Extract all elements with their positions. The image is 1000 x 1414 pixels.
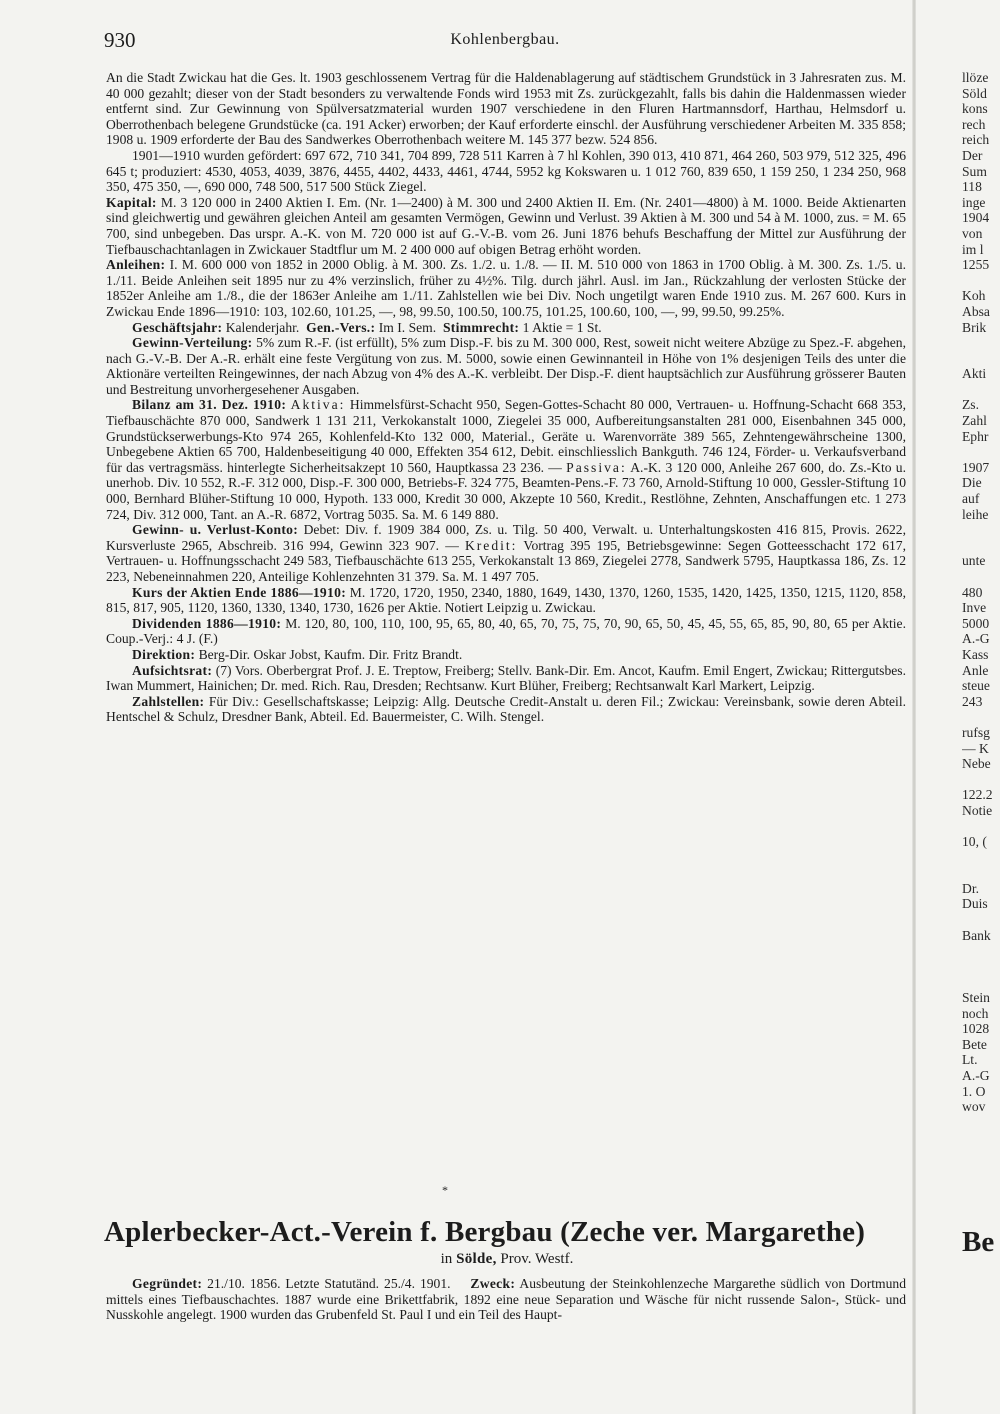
bilanz-paragraph <box>106 397 906 522</box>
margin-fragment <box>962 335 1000 351</box>
margin-fragment: — K <box>962 740 989 756</box>
company-entry-new <box>106 1276 906 1323</box>
adjacent-page-fragments <box>962 70 1000 1414</box>
kapital-text: M. 3 120 000 in 2400 Aktien I. Em. (Nr. 1—2400) à M. 300 und 2400 Aktien II. Em. (Nr. 2401—4800) à M. 1000. Beide Aktienarten sind gleichwertig und gewähren gleichen Anteil am gesamten Vermögen, Gewinn und Verlust. 39 Aktien à M. 300 und 54 à M. 1000, zus. = M. 65 700, sind unbegeben. Das urspr. A.-K. von M. 720 000 ist auf G.-V.-B. vom 26. Juni 1876 behufs Beschaffung der Mittel zur Ausführung der Tiefbauschachtanlagen in Zwickauer Stadtflur um M. 2 400 000 auf obigen Betrag erhöht worden. <box>106 194 906 257</box>
margin-fragment: 1028 <box>962 1021 990 1037</box>
zahlstellen-paragraph <box>106 694 906 725</box>
guv-label: Gewinn- u. Verlust-Konto: <box>132 522 299 538</box>
margin-fragment: 243 <box>962 693 983 709</box>
margin-fragment <box>962 912 1000 928</box>
stimmrecht-text: 1 Aktie = 1 St. <box>522 319 602 335</box>
margin-fragment: Koh <box>962 288 986 304</box>
aufsichtsrat-text: (7) Vors. Oberbergrat Prof. J. E. Treptow, Freiberg; Stellv. Bank-Dir. Em. Ancot, Kaufm. Emil Engert, Zwickau; Rittergutsbes. Iwan Mummert, Hainichen; Dr. med. Rich. Rau, Dresden; Rechtsanw. Kurt Blüher, Freiberg; Rechtsanwalt Karl Markert, Leipzig. <box>106 662 906 694</box>
section-separator-asterisk: * <box>442 1183 448 1197</box>
margin-fragment: von <box>962 225 983 241</box>
margin-fragment <box>962 444 1000 460</box>
margin-fragment <box>962 538 1000 554</box>
margin-fragment: Brik <box>962 319 987 335</box>
location-prefix: in <box>440 1251 453 1267</box>
zahlstellen-text: Für Div.: Gesellschaftskasse; Leipzig: Allg. Deutsche Credit-Anstalt u. deren Fil.; Zwickau: Vereinsbank, sowie deren Abteil. Hentschel & Schulz, Dresdner Bank, Abteil. Ed. Bauermeister, C. Wilh. Stengel. <box>106 693 907 725</box>
company-title: Aplerbecker-Act.-Verein f. Bergbau (Zeche ver. Margarethe) <box>104 1216 866 1248</box>
passiva-text: A.-K. 3 120 000, Anleihe 267 600, do. Zs.-Kto u. unerhob. Div. 10 552, R.-F. 312 000, Disp.-F. 300 000, Betriebs-F. 324 775, Beamten-Pens.-F. 73 760, Arnold-Stiftung 10 000, Gessler-Stiftung 10 000, Bernhard Blüher-Stiftung 10 000, Hypoth. 133 000, Kredit 30 000, Akzepte 10 560, Kredit., Restlöhne, Zehnten, Anschaffungen etc. 1 273 724, Div. 312 000, Tant. an A.-R. 6872, Vortrag 5035. Sa. M. 6 149 880. <box>106 459 906 522</box>
direktion-label: Direktion: <box>132 646 196 662</box>
dividenden-label: Dividenden 1886—1910: <box>132 615 282 631</box>
anleihen-label: Anleihen: <box>106 257 166 273</box>
margin-fragment <box>962 382 1000 398</box>
margin-fragment: Zs. <box>962 397 979 413</box>
margin-fragment: unte <box>962 553 986 569</box>
margin-fragment: Die <box>962 475 982 491</box>
margin-fragment: Ephr <box>962 428 989 444</box>
margin-fragment: inge <box>962 194 986 210</box>
margin-fragment: leihe <box>962 506 989 522</box>
margin-fragment <box>962 273 1000 289</box>
gegruendet-label: Gegründet: <box>132 1276 203 1291</box>
margin-fragment: Sum <box>962 163 987 179</box>
aktiva-text: Himmelsfürst-Schacht 950, Segen-Gottes-Schacht 80 000, Vertrauen- u. Hoffnung-Schacht 668 353, Tiefbauschächte 870 000, Sandwerk 1 131 211, Verkokanstalt 1000, Ziegelei 35 000, Aufbereitungsanstalten 281 000, Eisenbahnen 345 000, Grundstückserwerbungs-Kto 974 265, Kohlenfeld-Kto 132 000, Material., Geräte u. Warenvorräte 389 565, Zehntengewährscheine 1300, Unbegebene Aktien 65 700, Haldenbeseitigung 40 000, Effekten 354 612, Debit. einschliesslich Bankguth. 746 124, Förder- u. Verkaufsverband für das vertragsmäss. hinterlegte Sicherheitsakzept 10 560, Hauptkassa 23 236. — <box>106 397 906 475</box>
gegruendet-text: 21./10. 1856. Letzte Statutänd. 25./4. 1901. <box>207 1276 451 1291</box>
zweck-label: Zweck: <box>470 1276 516 1291</box>
direktion-text: Berg-Dir. Oskar Jobst, Kaufm. Dir. Fritz Brandt. <box>198 646 463 662</box>
margin-fragment <box>962 569 1000 585</box>
margin-fragment <box>962 974 1000 990</box>
margin-fragment <box>962 819 1000 835</box>
margin-fragment: Anle <box>962 662 989 678</box>
margin-fragment <box>962 959 1000 975</box>
aufsichtsrat-paragraph <box>106 663 906 694</box>
company-location <box>104 1251 910 1268</box>
margin-fragment: 10, ( <box>962 834 987 850</box>
binding-gutter <box>912 0 916 1414</box>
gewinn-verteilung-text: 5% zum R.-F. (ist erfüllt), 5% zum Disp.-F. bis zu M. 300 000, Rest, soweit nicht weitere Abzüge zu Spez.-F. abgehen, nach G.-V.-B. Der A.-R. erhält eine feste Vergütung von zus. M. 5000, sowie einen Gewinnanteil in Höhe von 1% desjenigen Teils des unter die Aktionäre verteilten Reingewinnes, der nach Abzug von 4% des A.-K. verbleibt. Der Disp.-F. dient hauptsächlich zur Ausführung grösserer Bauten und Bestreitung unvorhergesehener Ausgaben. <box>106 335 906 397</box>
margin-fragment <box>962 351 1000 367</box>
dividenden-paragraph <box>106 616 906 647</box>
aktiva-label: Aktiva: <box>290 397 346 413</box>
margin-fragment: Akti <box>962 366 987 382</box>
margin-fragment: Dr. <box>962 880 979 896</box>
anleihen-paragraph <box>106 257 906 319</box>
margin-fragment: rufsg <box>962 724 990 740</box>
kredit-text: Vortrag 395 195, Betriebsgewinne: Segen Gotteesschacht 172 617, Vertrauen- u. Hoffnungsschacht 249 583, Tiefbauschächte 613 255, Verkokanstalt 13 869, Ziegelei 2778, Sandwerk 5795, Hauptkassa 186, Zs. 12 223, Nebeneinnahmen 220, Anteilige Kohlenzehnten 31 379. Sa. M. 1 497 705. <box>106 537 906 584</box>
margin-fragment <box>962 522 1000 538</box>
stimmrecht-label: Stimmrecht: <box>442 319 520 335</box>
kapital-paragraph <box>106 195 906 257</box>
kurs-label: Kurs der Aktien Ende 1886—1910: <box>132 584 347 600</box>
margin-fragment: kons <box>962 101 988 117</box>
margin-fragment: 1255 <box>962 257 990 273</box>
margin-fragment <box>962 943 1000 959</box>
kredit-label: Kredit: <box>464 537 518 553</box>
margin-fragment: Lt. <box>962 1052 978 1068</box>
aufsichtsrat-label: Aufsichtsrat: <box>132 662 213 678</box>
dividenden-text: M. 120, 80, 100, 110, 100, 95, 65, 80, 40, 65, 70, 75, 75, 70, 90, 65, 50, 45, 45, 55, 65, 85, 90, 80, 65 per Aktie. Coup.-Verj.: 4 J. (F.) <box>106 615 906 647</box>
margin-fragment: Inve <box>962 600 987 616</box>
page-header <box>104 28 906 58</box>
gj-label: Geschäftsjahr: <box>132 319 223 335</box>
running-title: Kohlenbergbau. <box>450 31 560 48</box>
guv-paragraph <box>106 522 906 584</box>
gv-label: Gen.-Vers.: <box>306 319 376 335</box>
margin-fragment: Bete <box>962 1036 987 1052</box>
margin-fragment: rech <box>962 116 986 132</box>
production-paragraph: 1901—1910 wurden gefördert: 697 672, 710 341, 704 899, 728 511 Karren à 7 hl Kohlen, 390 013, 410 871, 464 260, 503 979, 512 325, 496 645 t; produziert: 4530, 4053, 4039, 3876, 4455, 4402, 4433, 4461, 4744, 5952 kg Kokswaren u. 1 012 760, 839 650, 1 159 250, 1 234 250, 968 350, 475 350, —, 690 000, 748 500, 517 500 Stück Ziegel. <box>106 147 906 195</box>
kurs-paragraph <box>106 585 906 616</box>
margin-fragment: 1904 <box>962 210 990 226</box>
kurs-text: M. 1720, 1720, 1950, 2340, 1880, 1649, 1430, 1370, 1260, 1535, 1420, 1425, 1350, 1215, 1120, 858, 815, 817, 905, 1120, 1360, 1330, 1340, 1730, 1626 per Aktie. Notiert Leipzig u. Zwickau. <box>106 584 906 616</box>
bilanz-label: Bilanz am 31. Dez. 1910: <box>132 397 287 413</box>
anleihen-text: I. M. 600 000 von 1852 in 2000 Oblig. à M. 300. Zs. 1./2. u. 1./8. — II. M. 510 000 von 1863 in 1700 Oblig. à M. 300. Zs. 1./5. u. 1./11. Beide Anleihen seit 1895 nur zu 4% verzinslich, früher zu 4½%. Tilg. durch jährl. Ausl. im Jan., Rückzahlung der verlosten Stücke der 1852er Anleihe am 1./8., die der 1863er Anleihe am 1./11. Zahlstellen wie bei Div. Noch ungetilgt waren Ende 1910 zus. M. 267 600. Kurs in Zwickau Ende 1896—1910: 103, 102.60, 101.25, —, 98, 99.50, 100.50, 100.75, 101.25, 100.60, 100, —, 99, 99.50, 99.25%. <box>106 257 906 319</box>
location-place: Sölde, <box>456 1251 497 1267</box>
margin-fragment: 118 <box>962 179 982 195</box>
debet-text: Debet: Div. f. 1909 384 000, Zs. u. Tilg. 50 400, Verwalt. u. Unterhaltungskosten 416 815, Provis. 2622, Kursverluste 2965, Abschreib. 316 994, Gewinn 323 907. — <box>106 522 906 553</box>
margin-fragment: llöze <box>962 70 989 85</box>
margin-fragment: 5000 <box>962 615 990 631</box>
intro-paragraph: An die Stadt Zwickau hat die Ges. lt. 1903 geschlossenem Vertrag für die Haldenablagerung auf städtischem Grundstück in 3 Jahresraten zus. M. 40 000 gezahlt; dieser von der Stadt besonders zu verwaltende Fonds wird 1953 mit Zs. zurückgezahlt, falls bis dahin die Haldenmassen wieder entfernt sind. Zur Gewinnung von Spülversatzmaterial wurden 1907 verschiedene in den Fluren Hartmannsdorf, Harthau, Helmsdorf u. Oberrothenbach belegene Grundstücke (ca. 191 Acker) erworben; der Kauf erforderte einschl. der Ausführung verschiedener Arbeiten M. 335 858; 1908 u. 1909 erforderte der Bau des Sandwerkes Oberrothenbach weitere M. 145 377 bezw. 524 856. <box>106 70 906 148</box>
direktion-line <box>106 647 906 663</box>
margin-fragment: Absa <box>962 303 990 319</box>
margin-fragment: Bank <box>962 927 991 943</box>
company-entry-continued <box>106 70 906 725</box>
margin-fragment <box>962 709 1000 725</box>
margin-fragment: steue <box>962 678 990 694</box>
margin-fragment: 480 <box>962 584 983 600</box>
margin-fragment: Kass <box>962 646 989 662</box>
margin-fragment: Notie <box>962 802 993 818</box>
margin-fragment: reich <box>962 132 990 148</box>
location-suffix: Prov. Westf. <box>500 1251 574 1267</box>
margin-fragment <box>962 865 1000 881</box>
page-number: 930 <box>104 28 136 52</box>
gj-text: Kalenderjahr. <box>225 319 300 335</box>
kapital-label: Kapital: <box>106 194 157 210</box>
margin-fragment: im l <box>962 241 984 257</box>
gv-text: Im I. Sem. <box>378 319 437 335</box>
margin-fragment: Zahl <box>962 413 987 429</box>
zahlstellen-label: Zahlstellen: <box>132 693 205 709</box>
gewinn-verteilung-label: Gewinn-Verteilung: <box>132 335 253 351</box>
zweck-text: Ausbeutung der Steinkohlenzeche Margarethe südlich von Dortmund mittels eines Tiefbauschachtes. 1887 wurde eine Brikettfabrik, 1892 eine neue Separation und Wäsche für nicht russende Salon-, Stück- und Nusskohle angelegt. 1900 wurden das Grubenfeld St. Paul I und ein Teil des Haupt- <box>106 1276 906 1323</box>
passiva-label: Passiva: <box>566 459 627 475</box>
margin-fragment: Stein <box>962 990 990 1006</box>
margin-fragment <box>962 772 1000 788</box>
margin-fragment <box>962 850 1000 866</box>
margin-fragment: auf <box>962 491 980 507</box>
margin-fragment: wov <box>962 1099 986 1115</box>
margin-fragment: Nebe <box>962 756 991 772</box>
margin-fragment: A.-G <box>962 1068 990 1083</box>
adjacent-page-heading-fragment: Be <box>962 1226 995 1258</box>
margin-fragment: noch <box>962 1005 989 1021</box>
gegruendet-paragraph <box>106 1276 906 1323</box>
margin-fragment: Duis <box>962 896 988 912</box>
geschaeftsjahr-line <box>106 320 906 336</box>
margin-fragment: 1. O <box>962 1083 986 1099</box>
margin-fragment: A.-G <box>962 631 990 647</box>
margin-fragment: 1907 <box>962 459 990 475</box>
margin-fragment: Der <box>962 147 983 163</box>
margin-fragment: Söld <box>962 85 987 101</box>
gewinn-verteilung-paragraph <box>106 335 906 397</box>
margin-fragment: 122.2 <box>962 787 993 803</box>
